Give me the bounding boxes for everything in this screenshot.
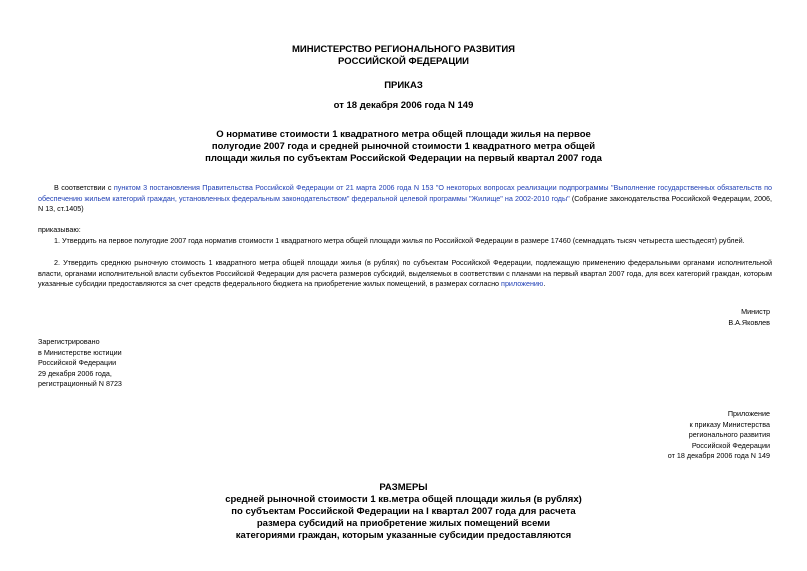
appendix-line-1: Приложение: [727, 409, 770, 418]
ministry-line-2: РОССИЙСКОЙ ФЕДЕРАЦИИ: [337, 56, 469, 67]
appendix-line-5: от 18 декабря 2006 года N 149: [667, 451, 770, 460]
registration-line-2: в Министерстве юстиции: [38, 347, 122, 357]
appendix-note: [560, 409, 770, 462]
sizes-line-4: категориями граждан, которым указанные субсидии предоставляются: [235, 530, 572, 541]
sizes-block: [0, 482, 807, 542]
item-2-text: 2. Утвердить среднюю рыночную стоимость 1 квадратного метра общей площади жилья (в рублях) по субъектам Российской Федерации, подлежащую применению федеральными органами исполнительной власти, органами исполнительной власти субъектов Российской Федерации для расчета размеров субсидий, выделяемых в соответствии с планами на первый квартал 2007 года, для всех категорий граждан, которым указанные субсидии предоставляются за счет средств федерального бюджета на приобретение жилых помещений, в размерах согласно: [38, 258, 772, 288]
order-word: приказываю:: [38, 225, 81, 234]
signature-position: Министр: [741, 307, 770, 316]
order-label: ПРИКАЗ: [384, 80, 423, 91]
preamble-end: (Собрание законодательства Российской Федерации, 2006, N 13, ст.1405): [38, 193, 772, 213]
signature-name: В.А.Яковлев: [728, 317, 770, 327]
item-1: 1. Утвердить на первое полугодие 2007 года норматив стоимости 1 квадратного метра общей площади жилья по Российской Федерации в размере 17460 (семнадцать тысяч четыреста шестьдесят) рублей.: [54, 236, 745, 245]
resolution-link[interactable]: пунктом 3 постановления Правительства Российской Федерации от 21 марта 2006 года N 153 "О некоторых вопросах реализации подпрограммы "Выполнение государственных обязательств по обеспечению жильем категорий граждан, установленных федеральным законодательством" федеральной целевой программы "Жилище" на 2002-2010 годы": [38, 183, 773, 203]
registration-block: [38, 337, 122, 390]
registration-line-3: Российской Федерации: [38, 358, 117, 367]
preamble-start: В соответствии с: [54, 183, 114, 192]
sizes-line-1: средней рыночной стоимости 1 кв.метра общей площади жилья (в рублях): [225, 494, 582, 505]
appendix-line-2: к приказу Министерства: [689, 419, 770, 429]
registration-line-5: регистрационный N 8723: [38, 379, 122, 388]
registration-line-4: 29 декабря 2006 года,: [38, 368, 112, 378]
registration-line-1: Зарегистрировано: [38, 337, 100, 346]
document-title: [0, 129, 807, 165]
signature-block: [560, 307, 770, 328]
order-date: от 18 декабря 2006 года N 149: [333, 100, 474, 111]
title-line-1: О нормативе стоимости 1 квадратного метра общей площади жилья на первое: [216, 129, 591, 140]
appendix-link[interactable]: приложению: [501, 279, 544, 288]
sizes-heading: РАЗМЕРЫ: [379, 482, 428, 493]
sizes-line-2: по субъектам Российской Федерации на I квартал 2007 года для расчета: [231, 506, 576, 517]
ministry-header: [0, 44, 807, 68]
appendix-line-3: регионального развития: [688, 430, 770, 439]
ministry-line-1: МИНИСТЕРСТВО РЕГИОНАЛЬНОГО РАЗВИТИЯ: [292, 44, 515, 55]
sizes-line-3: размера субсидий на приобретение жилых помещений всеми: [256, 518, 551, 529]
appendix-line-4: Российской Федерации: [691, 440, 770, 450]
preamble-paragraph: [38, 183, 772, 215]
title-line-3: площади жилья по субъектам Российской Федерации на первый квартал 2007 года: [205, 153, 602, 164]
item-2-end: .: [543, 279, 546, 288]
title-line-2: полугодие 2007 года и средней рыночной стоимости 1 квадратного метра общей: [211, 141, 596, 152]
item-2: [38, 258, 772, 290]
